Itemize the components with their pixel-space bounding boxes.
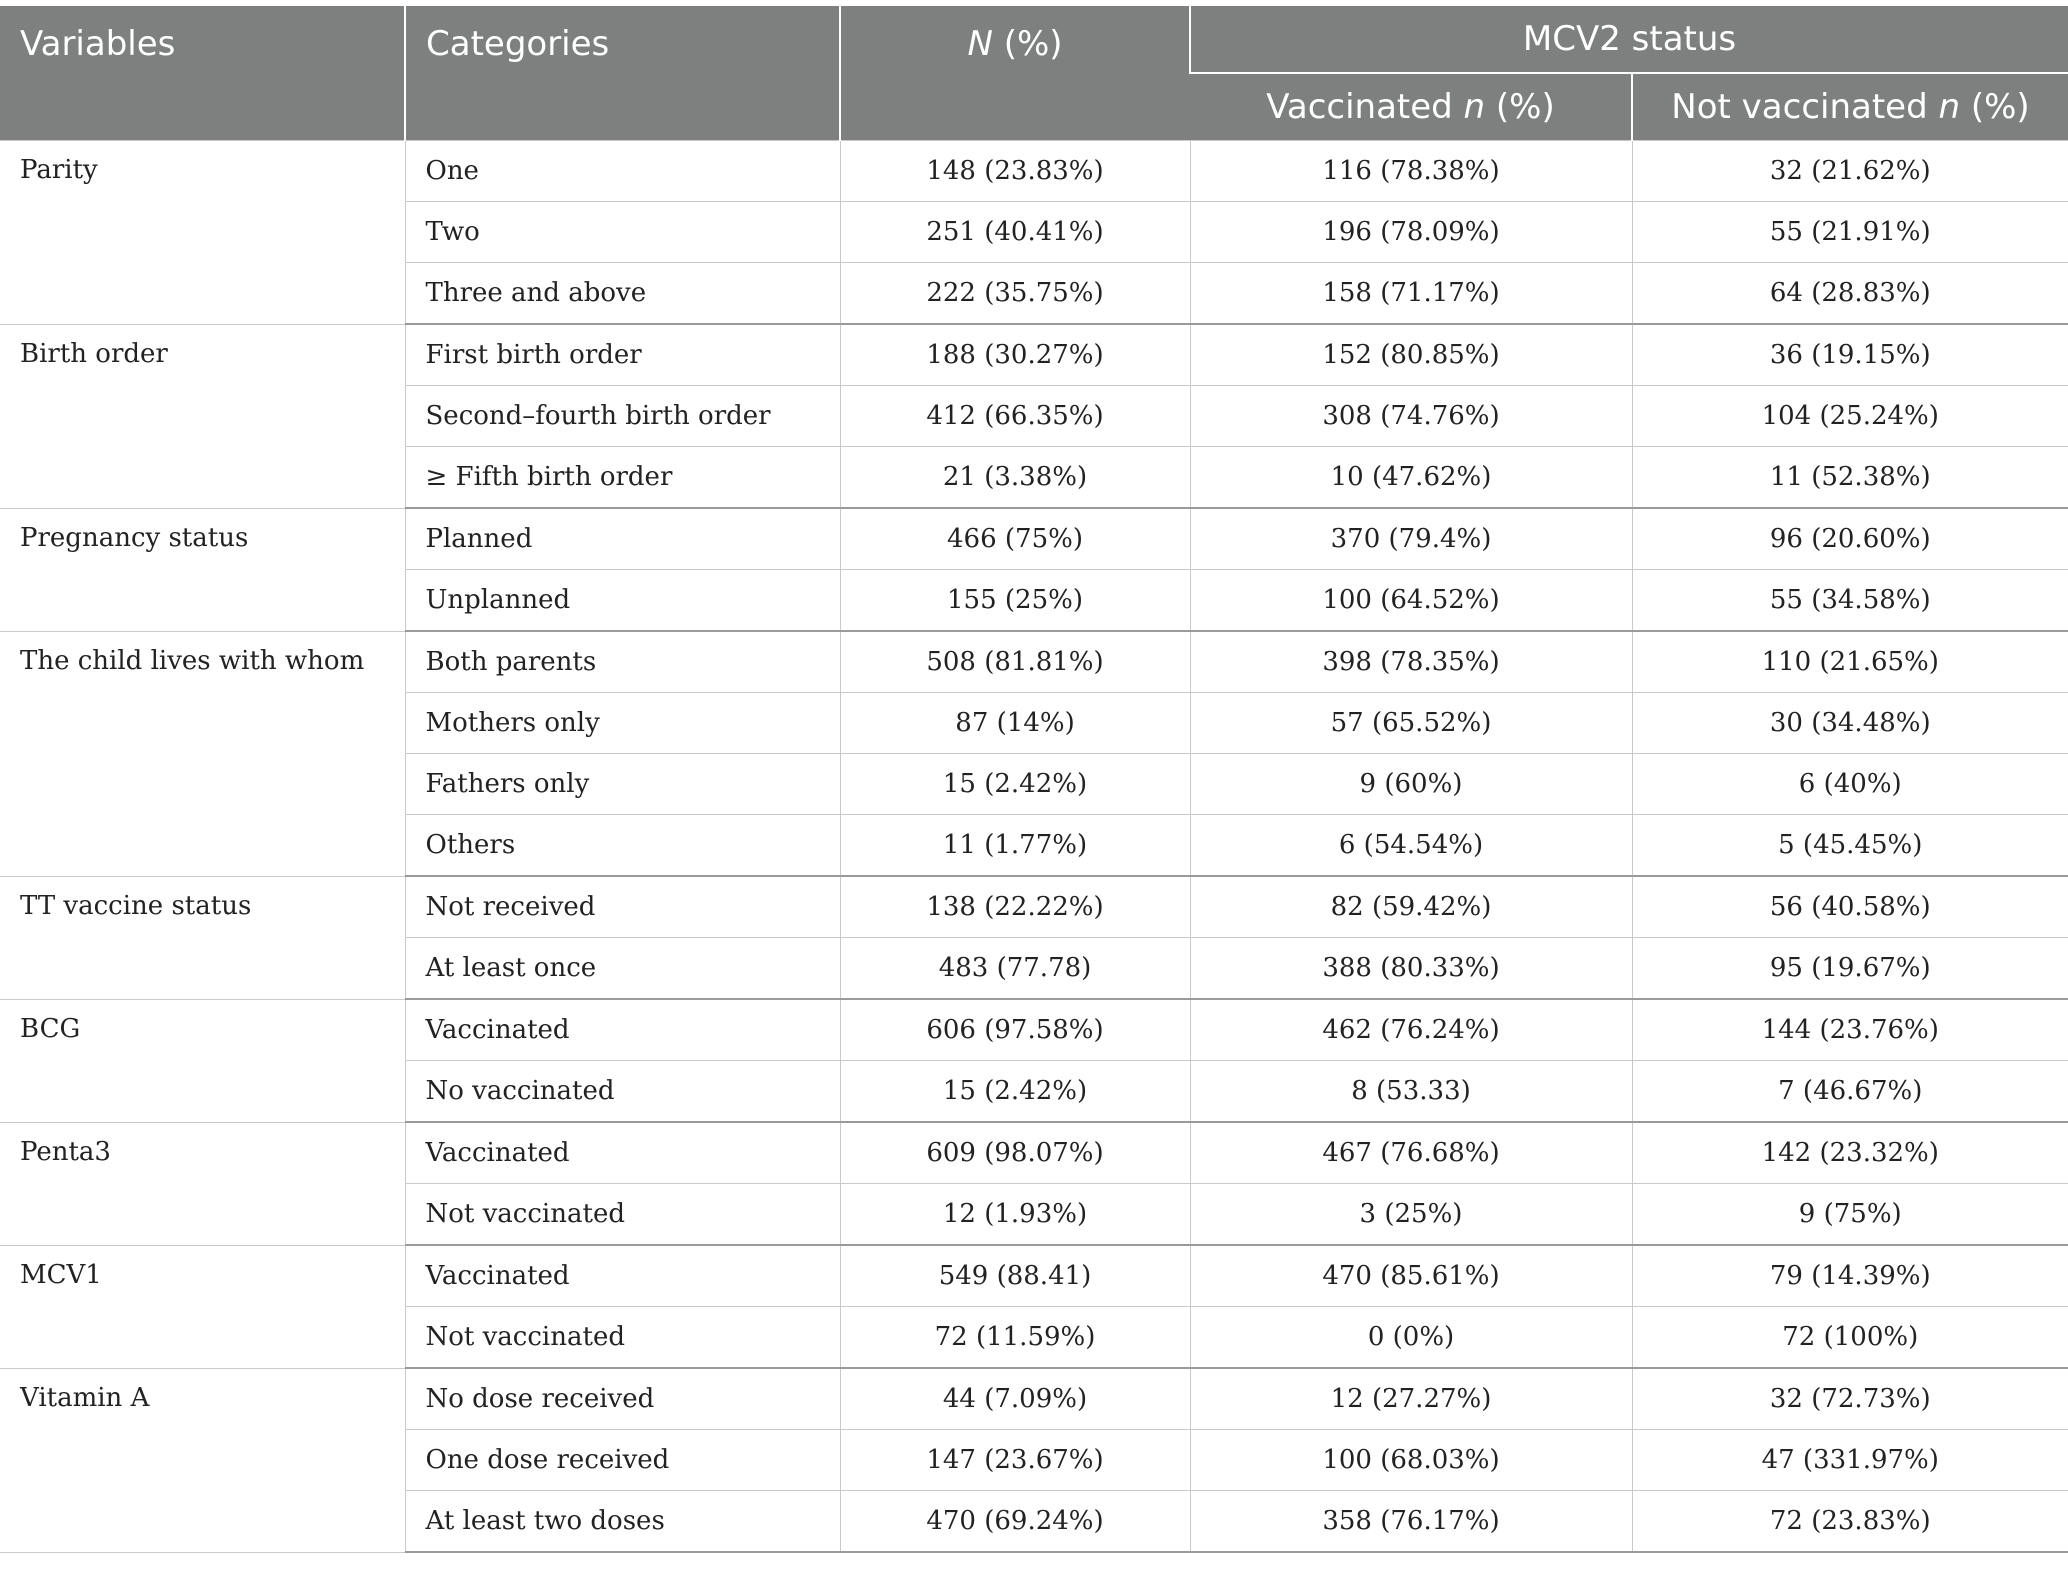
category-cell: One dose received [405,1430,840,1491]
not-vaccinated-cell: 55 (21.91%) [1632,202,2068,263]
variable-cell: TT vaccine status [0,876,405,999]
vaccinated-cell: 116 (78.38%) [1190,141,1632,202]
n-percent-cell: 147 (23.67%) [840,1430,1190,1491]
vaccinated-cell: 462 (76.24%) [1190,999,1632,1061]
vaccinated-cell: 152 (80.85%) [1190,324,1632,386]
not-vaccinated-cell: 72 (23.83%) [1632,1491,2068,1553]
n-percent-cell: 483 (77.78) [840,938,1190,1000]
vaccinated-cell: 470 (85.61%) [1190,1245,1632,1307]
variable-cell: Parity [0,141,405,325]
table-row [0,141,2068,202]
n-percent-cell: 412 (66.35%) [840,386,1190,447]
n-percent-cell: 15 (2.42%) [840,1061,1190,1123]
header-not-vaccinated [1632,73,2068,141]
not-vaccinated-cell: 30 (34.48%) [1632,693,2068,754]
n-percent-cell: 148 (23.83%) [840,141,1190,202]
header-not-vaccinated-label: Not vaccinated [1671,87,1939,127]
header-not-vaccinated-suffix: (%) [1960,87,2030,127]
category-cell: Three and above [405,263,840,325]
n-percent-cell: 155 (25%) [840,570,1190,632]
table-row [0,876,2068,938]
header-categories: Categories [405,6,840,141]
category-cell: One [405,141,840,202]
category-cell: Vaccinated [405,1245,840,1307]
n-percent-cell: 188 (30.27%) [840,324,1190,386]
vaccinated-cell: 57 (65.52%) [1190,693,1632,754]
variable-cell: Pregnancy status [0,508,405,631]
vaccinated-cell: 308 (74.76%) [1190,386,1632,447]
n-percent-cell: 44 (7.09%) [840,1368,1190,1430]
table-row [0,631,2068,693]
category-cell: At least two doses [405,1491,840,1553]
vaccinated-cell: 3 (25%) [1190,1184,1632,1246]
vaccinated-cell: 100 (64.52%) [1190,570,1632,632]
variable-cell: Vitamin A [0,1368,405,1552]
n-percent-cell: 609 (98.07%) [840,1122,1190,1184]
n-percent-cell: 87 (14%) [840,693,1190,754]
category-cell: At least once [405,938,840,1000]
category-cell: Second–fourth birth order [405,386,840,447]
n-percent-cell: 21 (3.38%) [840,447,1190,509]
table-row [0,1368,2068,1430]
table-row [0,999,2068,1061]
vaccinated-cell: 0 (0%) [1190,1307,1632,1369]
header-vaccinated [1190,73,1632,141]
category-cell: Others [405,815,840,877]
vaccinated-cell: 9 (60%) [1190,754,1632,815]
not-vaccinated-cell: 36 (19.15%) [1632,324,2068,386]
category-cell: No vaccinated [405,1061,840,1123]
not-vaccinated-cell: 144 (23.76%) [1632,999,2068,1061]
vaccinated-cell: 158 (71.17%) [1190,263,1632,325]
not-vaccinated-cell: 32 (21.62%) [1632,141,2068,202]
not-vaccinated-cell: 142 (23.32%) [1632,1122,2068,1184]
n-percent-cell: 12 (1.93%) [840,1184,1190,1246]
header-vaccinated-label: Vaccinated [1266,87,1464,127]
category-cell: Mothers only [405,693,840,754]
variable-cell: MCV1 [0,1245,405,1368]
header-variables: Variables [0,6,405,141]
mcv2-status-table [0,6,2068,1553]
category-cell: First birth order [405,324,840,386]
vaccinated-cell: 196 (78.09%) [1190,202,1632,263]
table-body [0,141,2068,1553]
not-vaccinated-cell: 5 (45.45%) [1632,815,2068,877]
category-cell: Planned [405,508,840,570]
not-vaccinated-cell: 64 (28.83%) [1632,263,2068,325]
variable-cell: BCG [0,999,405,1122]
header-n-symbol: N [967,24,993,64]
vaccinated-cell: 467 (76.68%) [1190,1122,1632,1184]
category-cell: Not vaccinated [405,1307,840,1369]
n-percent-cell: 466 (75%) [840,508,1190,570]
table-row [0,508,2068,570]
header-not-vaccinated-n: n [1938,87,1961,127]
category-cell: Fathers only [405,754,840,815]
n-percent-cell: 470 (69.24%) [840,1491,1190,1553]
vaccinated-cell: 398 (78.35%) [1190,631,1632,693]
not-vaccinated-cell: 56 (40.58%) [1632,876,2068,938]
category-cell: ≥ Fifth birth order [405,447,840,509]
table-row [0,324,2068,386]
not-vaccinated-cell: 6 (40%) [1632,754,2068,815]
category-cell: Vaccinated [405,1122,840,1184]
category-cell: No dose received [405,1368,840,1430]
header-vaccinated-n: n [1463,87,1486,127]
category-cell: Vaccinated [405,999,840,1061]
not-vaccinated-cell: 47 (331.97%) [1632,1430,2068,1491]
vaccinated-cell: 8 (53.33) [1190,1061,1632,1123]
vaccinated-cell: 10 (47.62%) [1190,447,1632,509]
table-container [0,6,2068,1553]
not-vaccinated-cell: 9 (75%) [1632,1184,2068,1246]
n-percent-cell: 222 (35.75%) [840,263,1190,325]
n-percent-cell: 251 (40.41%) [840,202,1190,263]
n-percent-cell: 606 (97.58%) [840,999,1190,1061]
header-vaccinated-suffix: (%) [1485,87,1555,127]
variable-cell: Birth order [0,324,405,508]
not-vaccinated-cell: 110 (21.65%) [1632,631,2068,693]
vaccinated-cell: 82 (59.42%) [1190,876,1632,938]
table-row [0,1245,2068,1307]
n-percent-cell: 138 (22.22%) [840,876,1190,938]
table-header [0,6,2068,141]
n-percent-cell: 508 (81.81%) [840,631,1190,693]
variable-cell: The child lives with whom [0,631,405,876]
header-n-percent [840,6,1190,141]
header-n-suffix: (%) [992,24,1063,64]
not-vaccinated-cell: 79 (14.39%) [1632,1245,2068,1307]
not-vaccinated-cell: 104 (25.24%) [1632,386,2068,447]
category-cell: Not vaccinated [405,1184,840,1246]
n-percent-cell: 549 (88.41) [840,1245,1190,1307]
category-cell: Both parents [405,631,840,693]
category-cell: Unplanned [405,570,840,632]
vaccinated-cell: 370 (79.4%) [1190,508,1632,570]
not-vaccinated-cell: 55 (34.58%) [1632,570,2068,632]
category-cell: Not received [405,876,840,938]
vaccinated-cell: 6 (54.54%) [1190,815,1632,877]
variable-cell: Penta3 [0,1122,405,1245]
not-vaccinated-cell: 7 (46.67%) [1632,1061,2068,1123]
table-row [0,1122,2068,1184]
not-vaccinated-cell: 95 (19.67%) [1632,938,2068,1000]
n-percent-cell: 72 (11.59%) [840,1307,1190,1369]
not-vaccinated-cell: 72 (100%) [1632,1307,2068,1369]
vaccinated-cell: 358 (76.17%) [1190,1491,1632,1553]
n-percent-cell: 15 (2.42%) [840,754,1190,815]
not-vaccinated-cell: 11 (52.38%) [1632,447,2068,509]
not-vaccinated-cell: 96 (20.60%) [1632,508,2068,570]
category-cell: Two [405,202,840,263]
vaccinated-cell: 12 (27.27%) [1190,1368,1632,1430]
n-percent-cell: 11 (1.77%) [840,815,1190,877]
not-vaccinated-cell: 32 (72.73%) [1632,1368,2068,1430]
header-mcv2-status: MCV2 status [1190,6,2068,73]
vaccinated-cell: 388 (80.33%) [1190,938,1632,1000]
vaccinated-cell: 100 (68.03%) [1190,1430,1632,1491]
